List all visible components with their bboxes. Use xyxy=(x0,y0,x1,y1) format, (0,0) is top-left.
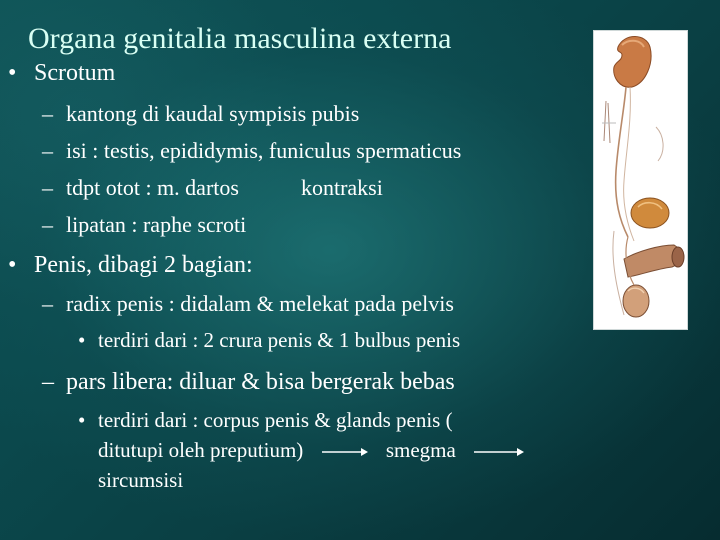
bullet-glyph: • xyxy=(8,252,17,278)
libera-sub-line2-mid: smegma xyxy=(385,438,456,462)
anatomy-figure xyxy=(593,30,688,330)
right-arrow-icon xyxy=(321,446,369,458)
scrotum-item-text: tdpt otot : m. dartos xyxy=(66,175,239,200)
scrotum-item-text: kantong di kaudal sympisis pubis xyxy=(66,101,360,126)
slide-title: Organa genitalia masculina externa xyxy=(28,22,452,55)
male-reproductive-anatomy-illustration-icon xyxy=(594,31,687,329)
penis-heading: Penis, dibagi 2 bagian: xyxy=(34,252,253,278)
dash-glyph: – xyxy=(42,175,53,200)
dash-glyph: – xyxy=(42,212,53,237)
libera-sub-line2 xyxy=(98,438,537,463)
bullet-scrotum xyxy=(8,60,115,87)
libera-sub-line1: terdiri dari : corpus penis & glands penis ( xyxy=(98,408,453,432)
scrotum-item-text: isi : testis, epididymis, funiculus spermaticus xyxy=(66,138,462,163)
penis-radix xyxy=(42,291,454,317)
scrotum-item xyxy=(42,175,383,201)
scrotum-item-text: lipatan : raphe scroti xyxy=(66,212,247,237)
bullet-glyph: • xyxy=(78,328,86,352)
scrotum-item xyxy=(42,138,461,164)
scrotum-item xyxy=(42,212,246,238)
bullet-penis xyxy=(8,252,253,279)
radix-label: radix penis : didalam & melekat pada pelvis xyxy=(66,291,454,316)
bullet-glyph: • xyxy=(8,60,17,86)
penis-libera xyxy=(42,369,455,396)
dash-glyph: – xyxy=(42,101,53,126)
scrotum-item xyxy=(42,101,359,127)
right-arrow-icon xyxy=(473,446,525,458)
scrotum-heading: Scrotum xyxy=(34,60,116,86)
scrotum-item-suffix: kontraksi xyxy=(300,175,383,200)
libera-sub-line2-start: ditutupi oleh preputium) xyxy=(98,438,304,462)
libera-sub xyxy=(78,408,453,433)
radix-sub xyxy=(78,328,460,353)
radix-sub-text: terdiri dari : 2 crura penis & 1 bulbus penis xyxy=(98,328,461,352)
libera-label: pars libera: diluar & bisa bergerak bebas xyxy=(66,369,455,395)
dash-glyph: – xyxy=(42,138,53,163)
dash-glyph: – xyxy=(42,369,54,395)
bullet-glyph: • xyxy=(78,408,86,432)
libera-sub-line3: sircumsisi xyxy=(98,468,184,492)
dash-glyph: – xyxy=(42,291,53,316)
